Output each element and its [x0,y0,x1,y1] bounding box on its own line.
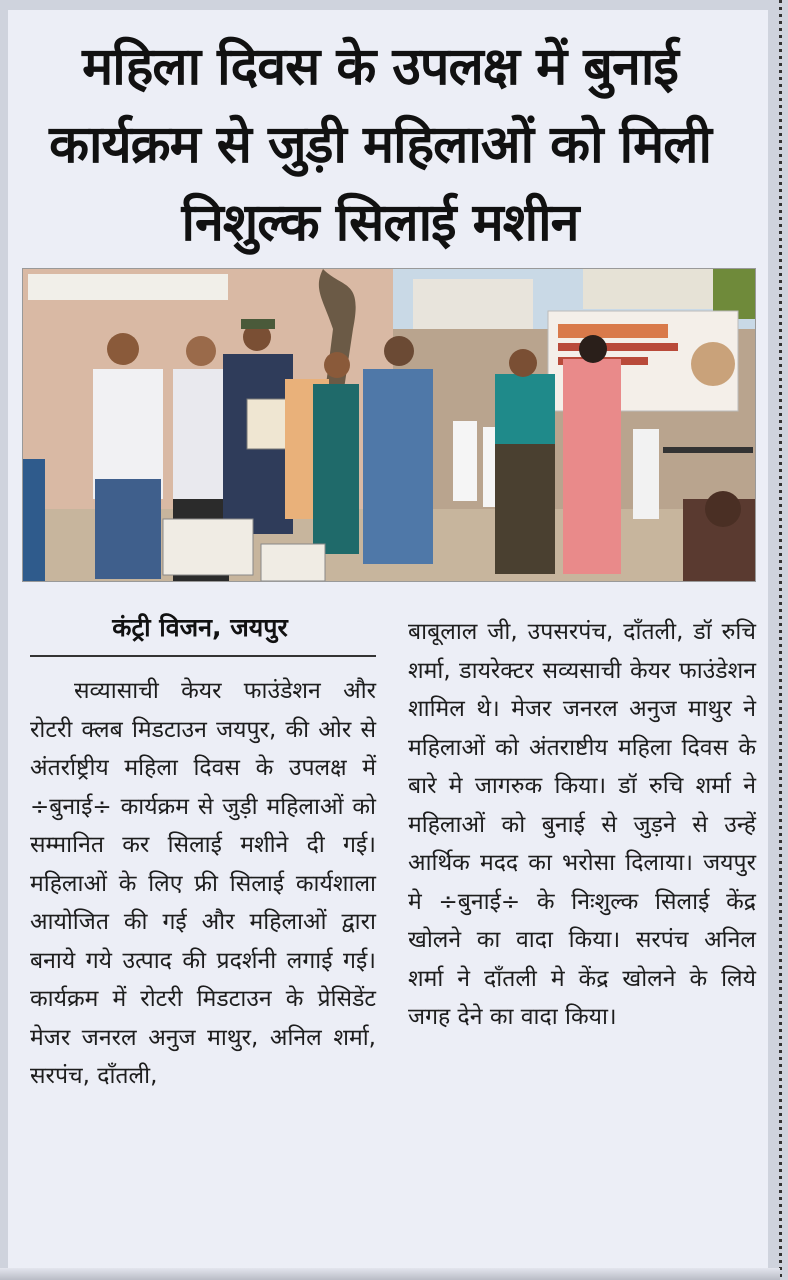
news-photo [22,268,756,582]
dateline-rule [30,655,376,657]
article-column-2: बाबूलाल जी, उपसरपंच, दाँतली, डॉ रुचि शर्मा, डायरेक्टर सव्यसाची केयर फाउंडेशन शामिल थे। मेजर जनरल अनुज माथुर ने महिलाओं को अंतराष्टीय महिला दिवस के बारे मे जागरुक किया। डॉ रुचि शर्मा ने महिलाओं को बुनाई से जुड़ने से उन्हें आर्थिक मदद का भरोसा दिलाया। जयपुर मे ÷बुनाई÷ के निःशुल्क सिलाई केंद्र खोलने का वादा किया। सरपंच अनिल शर्मा ने दाँतली मे केंद्र खोलने के लिये जगह देने का वादा किया। [408,619,756,1030]
headline: महिला दिवस के उपलक्ष में बुनाई कार्यक्रम से जुड़ी महिलाओं को मिली निशुल्क सिलाई मशीन [49,37,711,253]
next-headline-strip [0,1268,780,1280]
dateline: कंट्री विजन, जयपुर [112,613,288,642]
dotted-edge [779,0,782,1280]
article-column-1: सव्यासाची केयर फाउंडेशन और रोटरी क्लब मिडटाउन जयपुर, की ओर से अंतर्राष्ट्रीय महिला दिवस के उपलक्ष में ÷बुनाई÷ कार्यक्रम से जुड़ी महिलाओं को सम्मानित कर सिलाई मशीने दी गई। महिलाओं के लिए फ्री सिलाई कार्यशाला आयोजित की गई और महिलाओं द्वारा बनाये गये उत्पाद की प्रदर्शनी लगाई गई। कार्यक्रम में रोटरी मिडटाउन के प्रेसिडेंट मेजर जनरल अनुज माथुर, अनिल शर्मा, सरपंच, दाँतली, [30,678,376,1089]
